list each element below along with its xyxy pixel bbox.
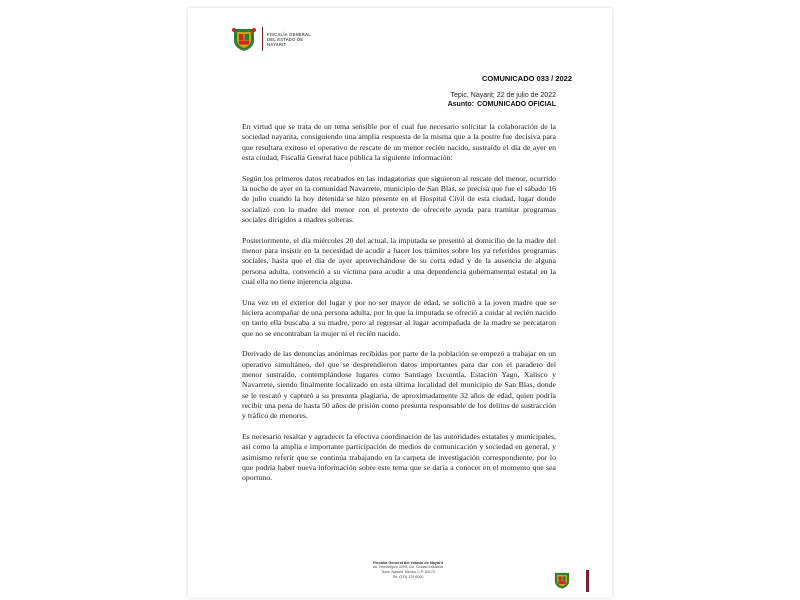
body-paragraph: Es necesario resaltar y agradecer la efectiva coordinación de las autoridades estatales y municipales, así como la amplia e importante participación de medios de comunicación y sociedad en general, y asimismo referir que se continúa trabajando en la carpeta de investigación correspondiente, por lo que podría haber nueva información sobre este tema que se daría a conocer en el momento que sea oportuno. — [242, 431, 556, 483]
asunto-value: COMUNICADO OFICIAL — [477, 101, 556, 108]
document-body — [242, 122, 556, 494]
org-name — [267, 32, 311, 47]
body-paragraph: Una vez en el exterior del lugar y por no ser mayor de edad, se solicitó a la joven madre que se hiciera acompañar de una persona adulta, por lo que la imputada se ofreció a cuidar al recién nacido en tanto ella buscaba a su madre, pero al regresar al lugar acompañada de la madre se percataron que no se encontraban la mujer ni el recién nacido. — [242, 297, 556, 338]
footer-line: Tel. (311) 129 6000 — [392, 575, 424, 579]
footer-title: Fiscalía General del estado de Nayarit — [372, 560, 444, 565]
body-paragraph: En virtud que se trata de un tema sensible por el cual fue necesario solicitar la colaboración de la sociedad nayarita, consiguiendo una amplia respuesta de la misma que a la postre fue decisiva para que resultara exitoso el operativo de rescate de un menor recién nacido, sustraído el día de ayer en esta ciudad, Fiscalía General hace pública la siguiente información: — [242, 122, 556, 162]
body-paragraph: Derivado de las denuncias anónimas recibidas por parte de la población se empezó a trabajar en un operativo simultáneo, del que se desprendieron datos importantes para dar con el paradero del menor sustraído, contemplándose lugares como Santiago Ixcuintla, Estación Yago, Xalisco y Navarrete, siendo finalmente localizado en esta última localidad del municipio de San Blas, donde se le rescató y capturó a su presunta plagiaria, de aproximadamente 32 años de edad, quien podría recibir una pena de hasta 50 años de prisión como presunta responsable de los delitos de sustracción y tráfico de menores. — [242, 349, 556, 421]
body-paragraph: Posteriormente, el día miércoles 20 del actual, la imputada se presentó al domicilio de la madre del menor para insistir en la necesidad de acudir a hacer los trámites sobre los ya referidos programas sociales, hasta que el día de ayer aprovechándose de su corta edad y de la ausencia de alguna persona adulta, convenció a su víctima para acudir a una dependencia gubernamental estatal en la cual ella no tiene injerencia alguna. — [242, 235, 556, 286]
footer-seal-icon — [552, 570, 572, 590]
footer-line: Av. Tecnológico 3200, Col. Ciudad Industrial — [372, 565, 444, 569]
org-line: FISCALÍA GENERAL — [267, 31, 311, 37]
org-line: NAYARIT — [267, 41, 287, 47]
body-paragraph: Según los primeros datos recabados en las indagatorias que siguieron al rescate del menor, ocurrido la noche de ayer en la comunidad Navarrete, municipio de San Blas, se precisa que fue el sábado 16 de julio cuando la hoy detenida se hizo presente en el Hospital Civil de esta ciudad, lugar donde socializó con la madre del menor con el pretexto de ofrecerle ayuda para tramitar programas sociales dirigidos a madres solteras. — [242, 173, 556, 224]
asunto-label: Asunto: — [447, 101, 475, 108]
document-footer — [188, 558, 612, 598]
date-place: Tepic, Nayarit; 22 de julio de 2022 — [450, 92, 556, 99]
comunicado-number: COMUNICADO 033 / 2022 — [481, 74, 572, 83]
document-page — [188, 8, 612, 598]
header-logo — [230, 26, 311, 52]
footer-accent-bar — [586, 570, 589, 592]
footer-address — [348, 560, 468, 580]
org-line: DEL ESTADO DE — [267, 36, 304, 42]
nayarit-seal-icon — [230, 26, 258, 52]
asunto-line — [445, 101, 556, 108]
footer-line: Tepic, Nayarit. México C.P. 63173 — [381, 570, 435, 574]
logo-divider — [262, 27, 263, 51]
